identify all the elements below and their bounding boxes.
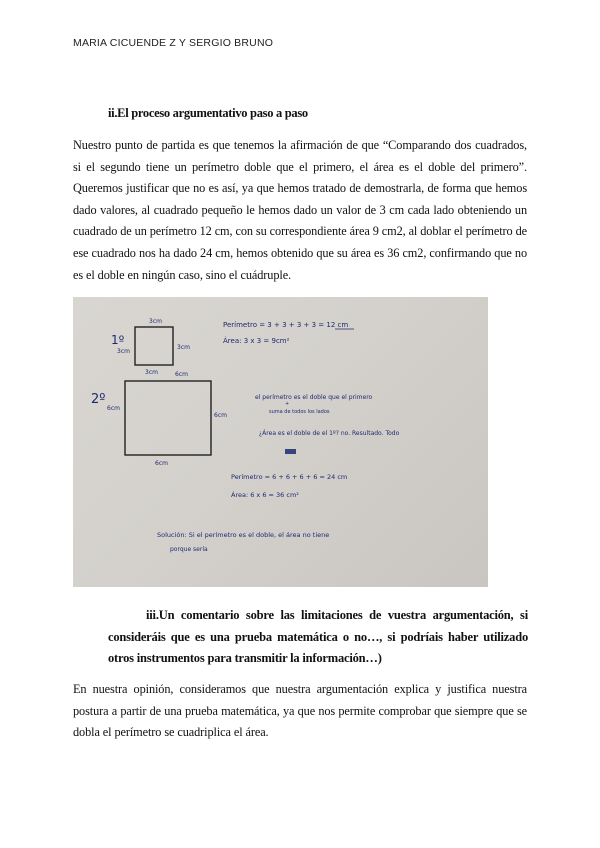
page-header: MARIA CICUENDE Z Y SERGIO BRUNO bbox=[73, 37, 274, 49]
square1-bottom-label: 3cm bbox=[145, 369, 158, 376]
paragraph-opinion: En nuestra opinión, consideramos que nuestra argumentación explica y justifica nuestra postura a partir de una prueba matemática, ya que nos permite comprobar que siempre que se dobla el perímetro se cuadriplica el área. bbox=[73, 682, 527, 740]
square1-label: 1º bbox=[111, 333, 125, 347]
perimeter2-text: Perímetro = 6 + 6 + 6 + 6 = 24 cm bbox=[231, 473, 348, 481]
section-heading-limitations: iii.Un comentario sobre las limitaciones de vuestra argumentación, si consideráis que es una prueba matemática o no…, si podríais haber utilizado otros instrumentos para transmitir la información…) bbox=[108, 608, 528, 666]
question-area-double: ¿Área es el doble de el 1º? no. Resultado. Todo bbox=[259, 430, 400, 437]
perimeter1-text: Perímetro = 3 + 3 + 3 + 3 = 12 cm bbox=[223, 321, 349, 329]
solution-line2: porque sería bbox=[170, 546, 208, 553]
square2-left-label: 6cm bbox=[107, 405, 120, 412]
square1-top-label: 3cm bbox=[149, 318, 162, 325]
square2-bottom-label: 6cm bbox=[155, 460, 168, 467]
note-sum-sides: suma de todos los lados bbox=[269, 409, 330, 415]
area1-text: Área: 3 x 3 = 9cm² bbox=[223, 337, 290, 345]
solution-line1: Solución: Si el perímetro es el doble, el área no tiene bbox=[157, 531, 330, 539]
square2-right-label: 6cm bbox=[214, 412, 227, 419]
note-perimeter-double: el perímetro es el doble que el primero bbox=[255, 394, 373, 401]
square2-top-label: 6cm bbox=[175, 371, 188, 378]
paragraph-process: Nuestro punto de partida es que tenemos la afirmación de que “Comparando dos cuadrados, si el segundo tiene un perímetro doble que el primero, el área es el doble del primero”. Queremos justificar que no es así, ya que hemos tratado de demostrarla, de forma que hemos dado valores, al cuadrado pequeño le hemos dado un valor de 3 cm cada lado obteniendo un cuadrado de un perímetro 12 cm, con su correspondiente área 9 cm2, al doblar el perímetro de ese cuadrado nos ha dado 24 cm, hemos obtenido que su área es 36 cm2, confirmando que no es el doble en ningún caso, sino el cuádruple. bbox=[73, 138, 527, 282]
svg-text:+: + bbox=[285, 401, 290, 407]
handwritten-notes-photo bbox=[73, 297, 488, 587]
area2-text: Área: 6 x 6 = 36 cm² bbox=[231, 491, 299, 499]
square2-label: 2º bbox=[91, 392, 106, 407]
small-square bbox=[135, 327, 173, 365]
square1-right-label: 3cm bbox=[177, 344, 190, 351]
section-heading-process: ii.El proceso argumentativo paso a paso bbox=[108, 106, 308, 120]
square1-left-label: 3cm bbox=[117, 348, 130, 355]
large-square bbox=[125, 381, 211, 455]
scribble-mark bbox=[285, 449, 296, 454]
